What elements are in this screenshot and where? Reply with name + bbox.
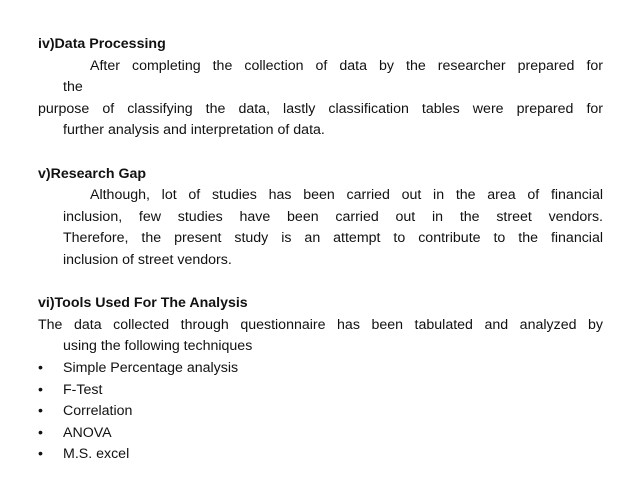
spacer: [38, 272, 603, 294]
paragraph-line: purpose of classifying the data, lastly classification tables were prepared for: [38, 100, 603, 117]
paragraph-line: Although, lot of studies has been carried out in the area of financial: [90, 187, 603, 204]
paragraph-line: After completing the collection of data by the researcher prepared for: [90, 57, 603, 74]
paragraph-line: using the following techniques: [63, 338, 253, 355]
heading-tools-used: vi)Tools Used For The Analysis: [38, 295, 248, 312]
heading-data-processing: iv)Data Processing: [38, 36, 166, 52]
spacer: [38, 142, 603, 164]
bullet-item: [38, 380, 603, 402]
paragraph-line: Therefore, the present study is an attempt to contribute to the financial: [63, 230, 603, 247]
bullet-text: M.S. excel: [63, 446, 130, 463]
bullet-text: ANOVA: [63, 424, 112, 441]
bullet-icon: •: [38, 381, 43, 398]
heading-research-gap: v)Research Gap: [38, 165, 147, 182]
bullet-icon: •: [38, 446, 43, 463]
paragraph-line: inclusion of street vendors.: [63, 251, 232, 268]
paragraph-line: inclusion, few studies have been carried out in the street vendors.: [63, 208, 603, 225]
bullet-text: Simple Percentage analysis: [63, 359, 239, 376]
bullet-text: F-Test: [63, 381, 103, 398]
bullet-icon: •: [38, 403, 43, 420]
paragraph-line: The data collected through questionnaire has been tabulated and analyzed by: [38, 316, 603, 333]
bullet-icon: •: [38, 424, 43, 441]
paragraph-line: further analysis and interpretation of data.: [63, 122, 325, 139]
bullet-item: [38, 358, 603, 380]
bullet-item: [38, 444, 603, 466]
bullet-item: [38, 423, 603, 445]
bullet-item: [38, 401, 603, 423]
paragraph-line: the: [63, 79, 83, 96]
bullet-icon: •: [38, 359, 43, 376]
bullet-text: Correlation: [63, 403, 133, 420]
slide-content: [38, 34, 603, 466]
